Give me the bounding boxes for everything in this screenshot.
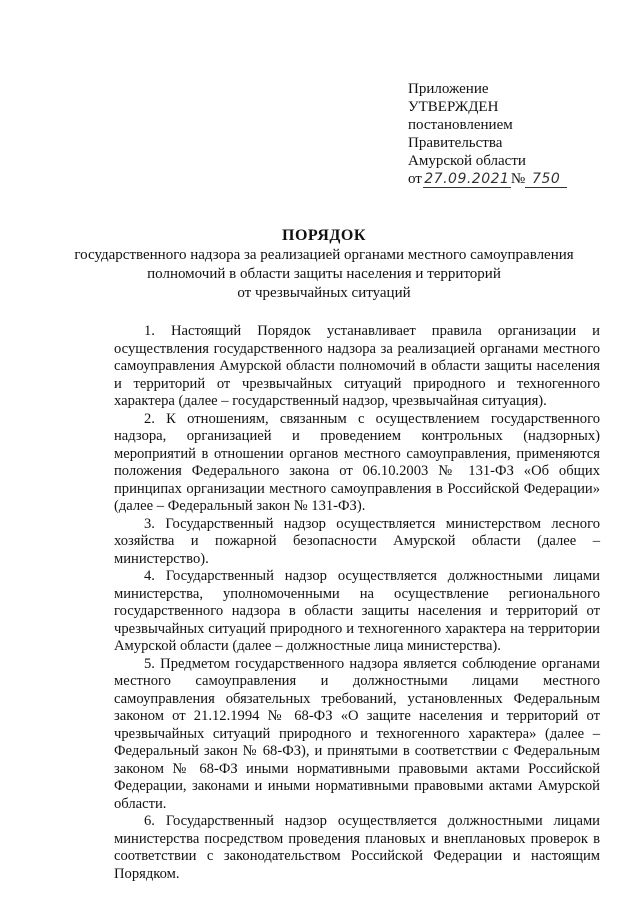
approval-appendix-label: Приложение bbox=[408, 81, 489, 97]
document-body bbox=[114, 323, 600, 883]
approval-resolution-label: постановлением bbox=[408, 117, 513, 133]
paragraph-6: 6. Государственный надзор осуществляется должностными лицами министерства посредством проведения плановых и внеплановых проверок в соответствии с законодательством Российской Федерации и настоящим Порядком. bbox=[114, 813, 600, 882]
paragraph-3: 3. Государственный надзор осуществляется министерством лесного хозяйства и пожарной безопасности Амурской области (далее – министерство). bbox=[114, 515, 600, 567]
document-subtitle bbox=[40, 246, 608, 303]
approval-region-label: Амурской области bbox=[408, 153, 526, 169]
handwritten-number: 750 bbox=[525, 172, 567, 188]
approval-block bbox=[408, 80, 628, 188]
paragraph-1: 1. Настоящий Порядок устанавливает правила организации и осуществления государственного надзора за реализацией органами местного самоуправления Амурской области полномочий в области защиты населения и территорий от чрезвычайных ситуаций природного и техногенного характера (далее – государственный надзор, чрезвычайная ситуация). bbox=[114, 323, 600, 409]
document-title: ПОРЯДОК bbox=[282, 227, 366, 244]
paragraph-5: 5. Предметом государственного надзора является соблюдение органами местного самоуправления и должностными лицами местного самоуправления обязательных требований, установленных Федеральным законом от 21.12.1994 № 68-ФЗ «О защите населения и территорий от чрезвычайных ситуаций природного и техногенного характера» (далее – Федеральный закон № 68-ФЗ), и принятыми в соответствии с Федеральным законом № 68-ФЗ иными нормативными правовыми актами Российской Федерации, законами и иными нормативными правовыми актами Амурской области. bbox=[114, 655, 600, 812]
approval-approved-label: УТВЕРЖДЕН bbox=[408, 99, 499, 115]
subtitle-line-3: от чрезвычайных ситуаций bbox=[237, 285, 411, 301]
date-prefix: от bbox=[408, 171, 422, 187]
paragraph-2: 2. К отношениям, связанным с осуществлением государственного надзора, организацией и проведением контрольных (надзорных) мероприятий в отношении органов местного самоуправления, применяются положения Федерального закона от 06.10.2003 № 131-ФЗ «Об общих принципах организации местного самоуправления в Российской Федерации» (далее – Федеральный закон № 131-ФЗ). bbox=[114, 410, 600, 514]
document-heading bbox=[40, 226, 608, 303]
handwritten-date: 27.09.2021 bbox=[424, 171, 510, 187]
paragraph-4: 4. Государственный надзор осуществляется должностными лицами министерства, уполномоченными на осуществление регионального государственного надзора в области защиты населения и территорий от чрезвычайных ситуаций природного и техногенного характера на территории Амурской области (далее – должностные лица министерства). bbox=[114, 568, 600, 654]
subtitle-line-1: государственного надзора за реализацией органами местного самоуправления bbox=[74, 247, 574, 263]
subtitle-line-2: полномочий в области защиты населения и территорий bbox=[147, 266, 501, 282]
number-sign: № bbox=[510, 171, 526, 187]
approval-date-number-row bbox=[408, 170, 628, 188]
approval-government-label: Правительства bbox=[408, 135, 503, 151]
